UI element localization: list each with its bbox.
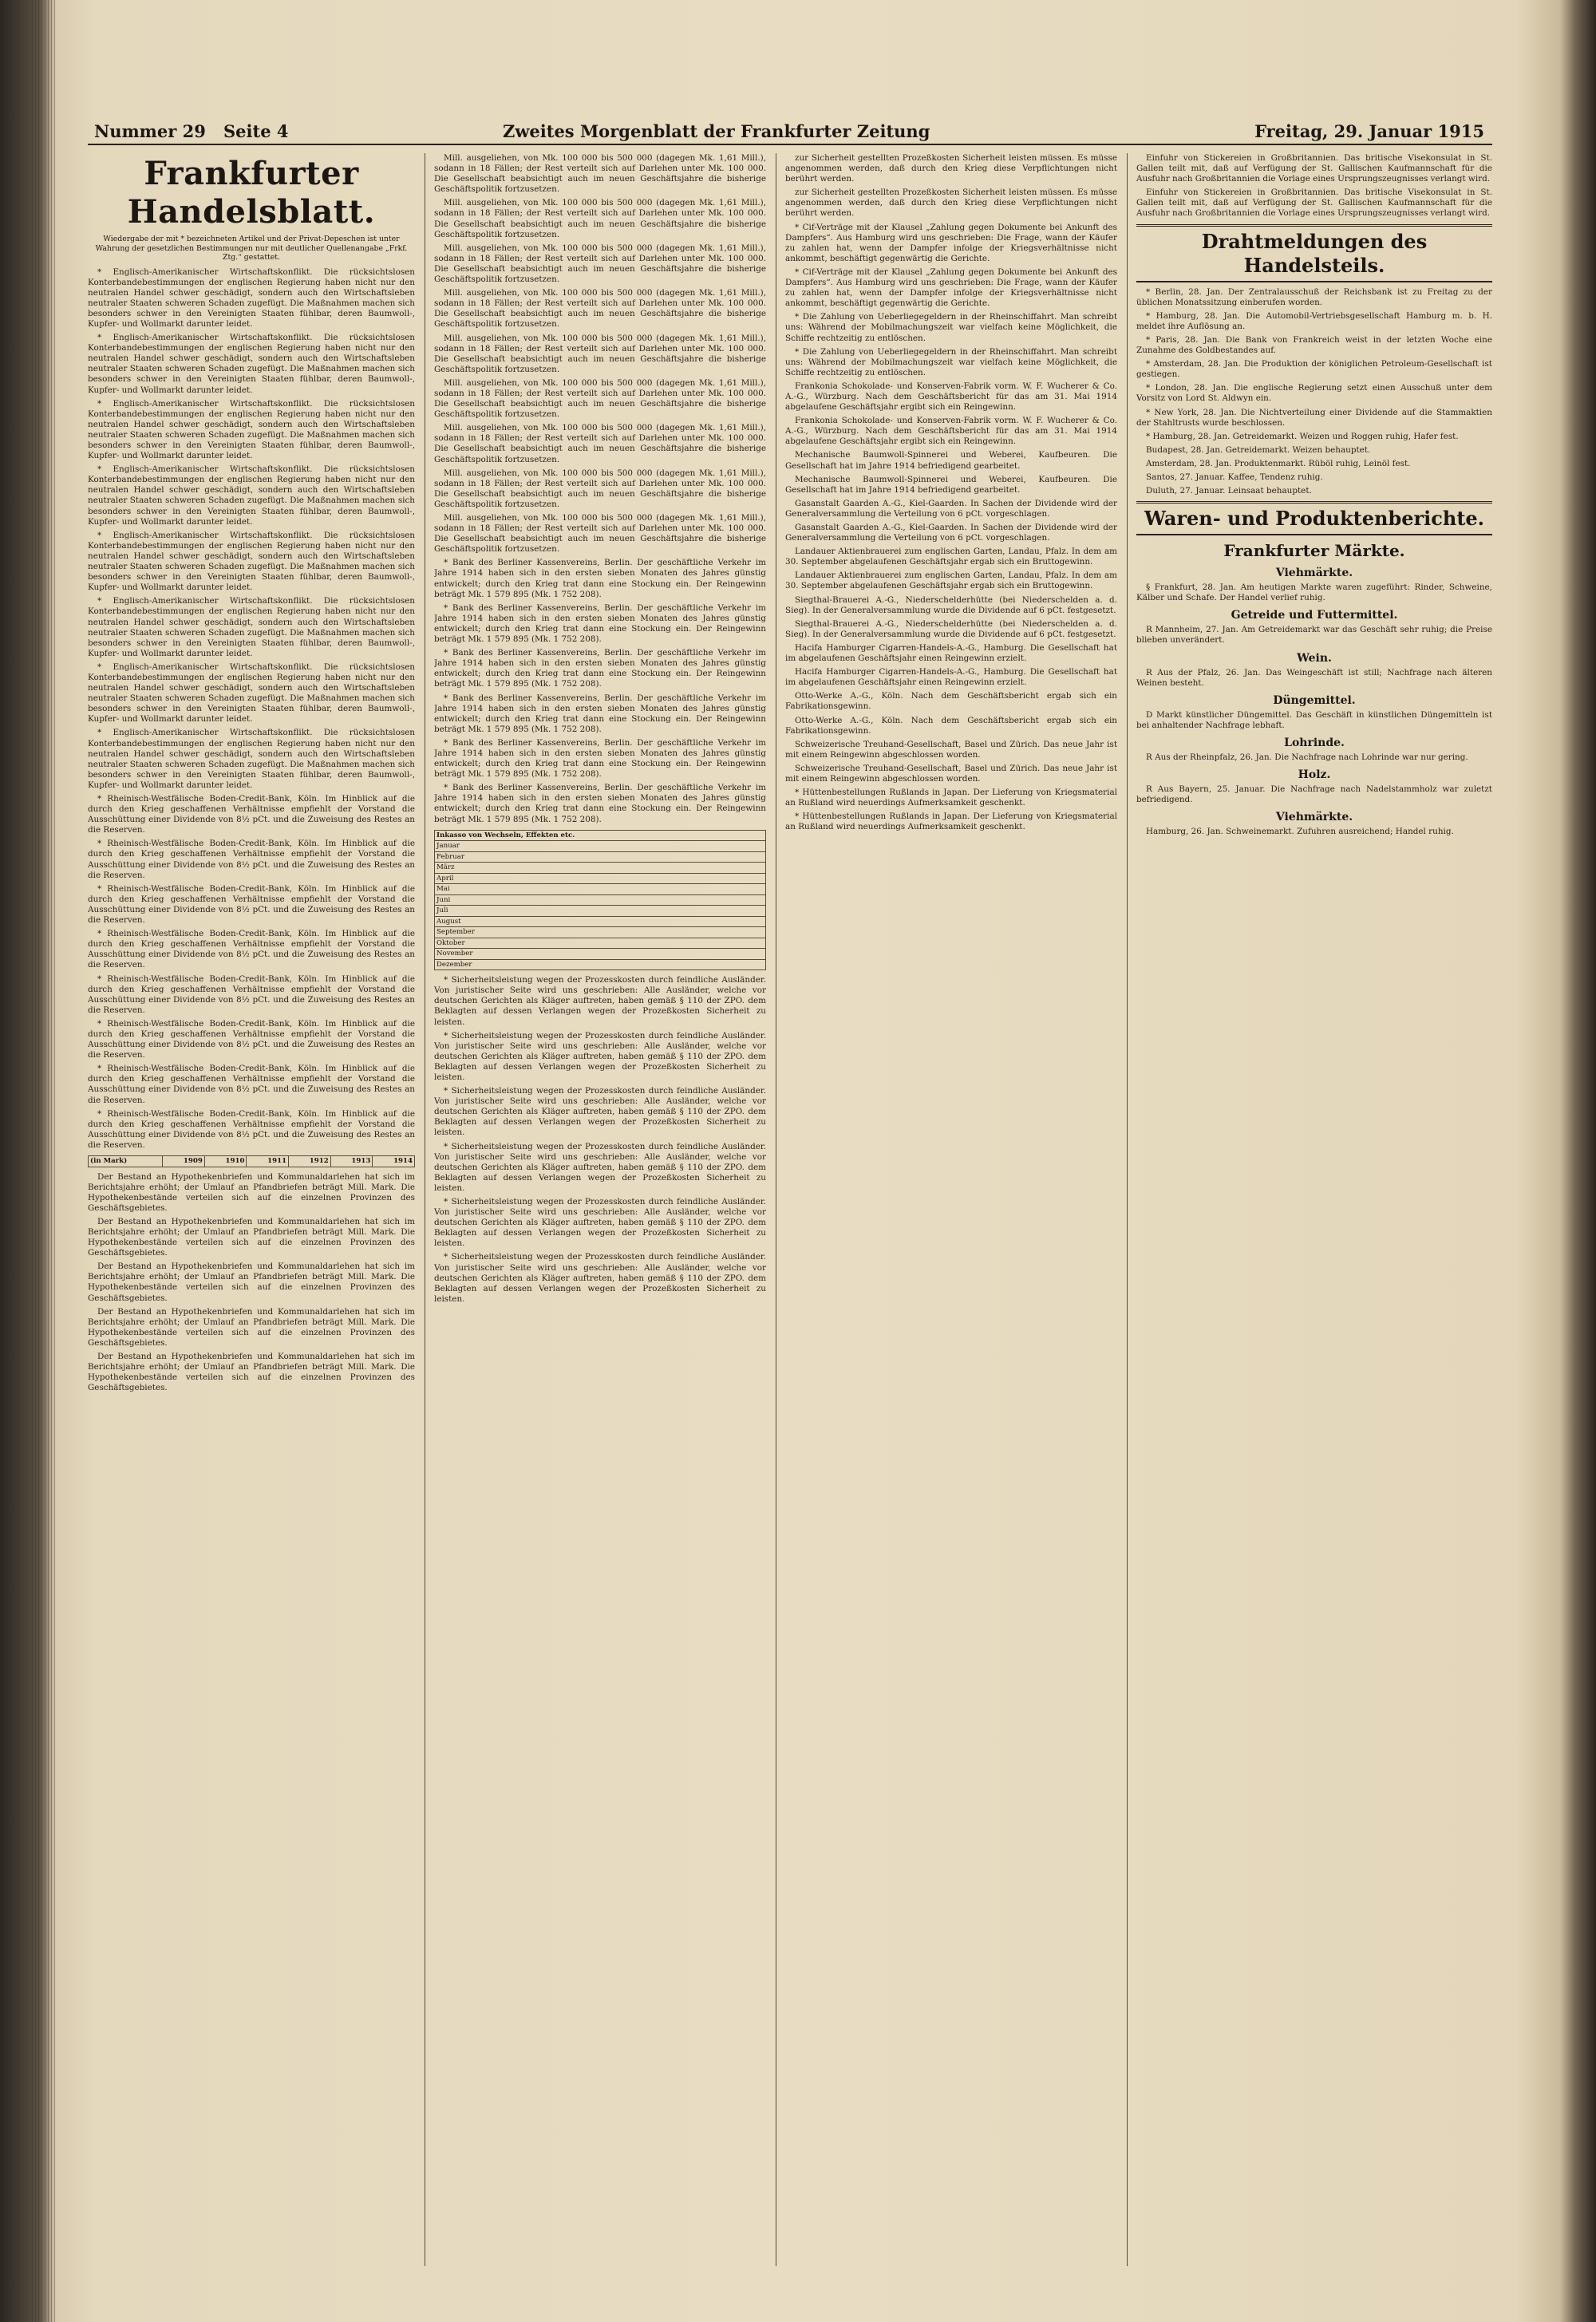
article: Mill. ausgeliehen, von Mk. 100 000 bis 500 000 (dagegen Mk. 1,61 Mill.), sodann in 18 Fällen; der Rest verteilt sich auf Darlehen unter Mk. 100 000. Die Gesellschaft beabsichtigt auch im neuen Geschäftsjahre die bisherige Geschäftspolitik fortzusetzen. <box>434 333 766 374</box>
article: Einfuhr von Stickereien in Großbritannien. Das britische Visekonsulat in St. Gallen teilt mit, daß auf Verfügung der St. Gallischen Kaufmannschaft für die Ausfuhr nach Großbritannien die Vorlage eines Ursprungszeugnisses verlangt wird. <box>1136 188 1492 219</box>
column-3 <box>785 153 1117 2266</box>
article: * Die Zahlung von Ueberliegegeldern in der Rheinschiffahrt. Man schreibt uns: Während der Mobilmachungszeit war vielfach keine Möglichkeit, die Schiffe rechtzeitig zu entlöschen. <box>785 346 1117 377</box>
dispatch: Duluth, 27. Januar. Leinsaat behauptet. <box>1146 486 1312 496</box>
dispatch: * Hamburg, 28. Jan. Getreidemarkt. Weizen und Roggen ruhig, Hafer fest. <box>1146 431 1459 441</box>
dispatch: * London, 28. Jan. Die englische Regierung setzt einen Ausschuß unter dem Vorsitz von Lord St. Aldwyn ein. <box>1136 383 1492 404</box>
article: Mill. ausgeliehen, von Mk. 100 000 bis 500 000 (dagegen Mk. 1,61 Mill.), sodann in 18 Fällen; der Rest verteilt sich auf Darlehen unter Mk. 100 000. Die Gesellschaft beabsichtigt auch im neuen Geschäftsjahre die bisherige Geschäftspolitik fortzusetzen. <box>434 468 766 509</box>
table-header: 1911 <box>247 1156 289 1167</box>
month-cell: Februar <box>435 851 766 863</box>
book-gutter <box>32 0 56 2322</box>
article: * Rheinisch-Westfälische Boden-Credit-Bank, Köln. Im Hinblick auf die durch den Krieg geschaffenen Verhältnisse empfiehlt der Vorstand die Ausschüttung einer Dividende von 8½ pCt. und die Zuweisung des Restes an die Reserven. <box>88 973 415 1015</box>
article: * Bank des Berliner Kassenvereins, Berlin. Der geschäftliche Verkehr im Jahre 1914 haben sich in den ersten sieben Monaten des Jahres günstig entwickelt; durch den Krieg trat dann eine Stockung ein. Der Reingewinn beträgt Mk. 1 579 895 (Mk. 1 752 208). <box>434 693 766 734</box>
section-subheading: Viehmärkte. <box>1275 811 1353 824</box>
article: Der Bestand an Hypothekenbriefen und Kommunaldarlehen hat sich im Berichtsjahre erhöht; der Umlauf an Pfandbriefen beträgt Mill. Mark. Die Hypothekenbestände verteilen sich auf die einzelnen Provinzen des Geschäftsgebietes. <box>88 1352 415 1393</box>
article: * Rheinisch-Westfälische Boden-Credit-Bank, Köln. Im Hinblick auf die durch den Krieg geschaffenen Verhältnisse empfiehlt der Vorstand die Ausschüttung einer Dividende von 8½ pCt. und die Zuweisung des Restes an die Reserven. <box>88 1108 415 1150</box>
dispatch: * Hamburg, 28. Jan. Die Automobil-Vertriebsgesellschaft Hamburg m. b. H. meldet ihre Auflösung an. <box>1136 310 1492 331</box>
issue-date: Freitag, 29. Januar 1915 <box>1254 121 1484 141</box>
month-cell: August <box>435 916 766 927</box>
article: Hacifa Hamburger Cigarren-Handels-A.-G., Hamburg. Die Gesellschaft hat im abgelaufenen Geschäftsjahr einen Reingewinn erzielt. <box>785 642 1117 664</box>
section-heading: Waren- und Produktenberichte. <box>1136 501 1492 535</box>
dispatch: Budapest, 28. Jan. Getreidemarkt. Weizen behauptet. <box>1146 444 1371 455</box>
dispatch: * Berlin, 28. Jan. Der Zentralausschuß der Reichsbank ist zu Freitag zu der üblichen Monatssitzung einberufen worden. <box>1136 286 1492 307</box>
table-row <box>435 959 766 970</box>
dispatch: Santos, 27. Januar. Kaffee, Tendenz ruhig. <box>1146 472 1323 482</box>
section-subheading: Wein. <box>1297 651 1332 665</box>
month-cell: Mai <box>435 884 766 895</box>
table-row <box>435 949 766 960</box>
article: * Rheinisch-Westfälische Boden-Credit-Bank, Köln. Im Hinblick auf die durch den Krieg geschaffenen Verhältnisse empfiehlt der Vorstand die Ausschüttung einer Dividende von 8½ pCt. und die Zuweisung des Restes an die Reserven. <box>88 794 415 835</box>
article: Frankonia Schokolade- und Konserven-Fabrik vorm. W. F. Wucherer & Co. A.-G., Würzburg. Nach dem Geschäftsbericht für das am 31. Mai 1914 abgelaufene Geschäftsjahr ergibt sich ein Reingewinn. <box>785 416 1117 447</box>
section-subheading: Viehmärkte. <box>1275 567 1353 580</box>
table-row <box>435 894 766 906</box>
section-subheading: Holz. <box>1298 768 1331 781</box>
article: * Bank des Berliner Kassenvereins, Berlin. Der geschäftliche Verkehr im Jahre 1914 haben sich in den ersten sieben Monaten des Jahres günstig entwickelt; durch den Krieg trat dann eine Stockung ein. Der Reingewinn beträgt Mk. 1 579 895 (Mk. 1 752 208). <box>434 602 766 645</box>
column-4 <box>1136 153 1492 2266</box>
article: * Sicherheitsleistung wegen der Prozesskosten durch feindliche Ausländer. Von juristischer Seite wird uns geschrieben: Alle Ausländer, welche vor deutschen Gerichten als Kläger auftreten, haben gemäß § 110 der ZPO. dem Beklagten auf dessen Verlangen wegen der Prozeßkosten Sicherheit zu leisten. <box>434 1030 766 1082</box>
article: * Die Zahlung von Ueberliegegeldern in der Rheinschiffahrt. Man schreibt uns: Während der Mobilmachungszeit war vielfach keine Möglichkeit, die Schiffe rechtzeitig zu entlöschen. <box>785 312 1117 343</box>
article: * Rheinisch-Westfälische Boden-Credit-Bank, Köln. Im Hinblick auf die durch den Krieg geschaffenen Verhältnisse empfiehlt der Vorstand die Ausschüttung einer Dividende von 8½ pCt. und die Zuweisung des Restes an die Reserven. <box>88 1018 415 1060</box>
column-2 <box>434 153 766 2266</box>
article: Schweizerische Treuhand-Gesellschaft, Basel und Zürich. Das neue Jahr ist mit einem Reingewinn abgeschlossen worden. <box>785 739 1117 760</box>
reprint-notice: Wiedergabe der mit * bezeichneten Artikel und der Privat-Depeschen ist unter Wahrung der gesetzlichen Bestimmungen nur mit deutlicher Quellenangabe „Frkf. Ztg.“ gestattet. <box>95 235 408 262</box>
article: * Sicherheitsleistung wegen der Prozesskosten durch feindliche Ausländer. Von juristischer Seite wird uns geschrieben: Alle Ausländer, welche vor deutschen Gerichten als Kläger auftreten, haben gemäß § 110 der ZPO. dem Beklagten auf dessen Verlangen wegen der Prozeßkosten Sicherheit zu leisten. <box>434 1252 766 1304</box>
issue-number: Nummer 29 <box>94 121 206 141</box>
column-rule <box>1127 153 1128 2266</box>
article: Der Bestand an Hypothekenbriefen und Kommunaldarlehen hat sich im Berichtsjahre erhöht; der Umlauf an Pfandbriefen beträgt Mill. Mark. Die Hypothekenbestände verteilen sich auf die einzelnen Provinzen des Geschäftsgebietes. <box>88 1171 415 1213</box>
article: * Rheinisch-Westfälische Boden-Credit-Bank, Köln. Im Hinblick auf die durch den Krieg geschaffenen Verhältnisse empfiehlt der Vorstand die Ausschüttung einer Dividende von 8½ pCt. und die Zuweisung des Restes an die Reserven. <box>88 883 415 926</box>
section-subheading: Düngemittel. <box>1273 693 1356 707</box>
table-row <box>435 906 766 917</box>
table-header-row <box>89 1156 415 1167</box>
report: Hamburg, 26. Jan. Schweinemarkt. Zufuhren ausreichend; Handel ruhig. <box>1146 827 1454 837</box>
table-row <box>435 916 766 927</box>
article: * Englisch-Amerikanischer Wirtschaftskonflikt. Die rücksichtslosen Konterbandebestimmungen der englischen Regierung haben nicht nur den neutralen Handel schwer geschädigt, sondern auch den Wirtschaftsleben neutraler Staaten schweren Schaden zugefügt. Die Maßnahmen machen sich besonders schwer in den Vereinigten Staaten fühlbar, deren Baumwoll-, Kupfer- und Wollmarkt darunter leidet. <box>88 728 415 790</box>
article: Der Bestand an Hypothekenbriefen und Kommunaldarlehen hat sich im Berichtsjahre erhöht; der Umlauf an Pfandbriefen beträgt Mill. Mark. Die Hypothekenbestände verteilen sich auf die einzelnen Provinzen des Geschäftsgebietes. <box>88 1216 415 1258</box>
month-cell: März <box>435 863 766 874</box>
article: * Englisch-Amerikanischer Wirtschaftskonflikt. Die rücksichtslosen Konterbandebestimmungen der englischen Regierung haben nicht nur den neutralen Handel schwer geschädigt, sondern auch den Wirtschaftsleben neutraler Staaten schweren Schaden zugefügt. Die Maßnahmen machen sich besonders schwer in den Vereinigten Staaten fühlbar, deren Baumwoll-, Kupfer- und Wollmarkt darunter leidet. <box>88 530 415 593</box>
article: Mill. ausgeliehen, von Mk. 100 000 bis 500 000 (dagegen Mk. 1,61 Mill.), sodann in 18 Fällen; der Rest verteilt sich auf Darlehen unter Mk. 100 000. Die Gesellschaft beabsichtigt auch im neuen Geschäftsjahre die bisherige Geschäftspolitik fortzusetzen. <box>434 513 766 555</box>
page-number: Seite 4 <box>223 121 289 141</box>
article: Mill. ausgeliehen, von Mk. 100 000 bis 500 000 (dagegen Mk. 1,61 Mill.), sodann in 18 Fällen; der Rest verteilt sich auf Darlehen unter Mk. 100 000. Die Gesellschaft beabsichtigt auch im neuen Geschäftsjahre die bisherige Geschäftspolitik fortzusetzen. <box>434 377 766 420</box>
table-header: (in Mark) <box>89 1156 163 1167</box>
article: * Bank des Berliner Kassenvereins, Berlin. Der geschäftliche Verkehr im Jahre 1914 haben sich in den ersten sieben Monaten des Jahres günstig entwickelt; durch den Krieg trat dann eine Stockung ein. Der Reingewinn beträgt Mk. 1 579 895 (Mk. 1 752 208). <box>434 783 766 824</box>
table-row <box>435 927 766 938</box>
section-subheading: Frankfurter Märkte. <box>1223 541 1405 561</box>
table-header: 1913 <box>330 1156 373 1167</box>
table-row <box>435 863 766 874</box>
article: * Cif-Verträge mit der Klausel „Zahlung gegen Dokumente bei Ankunft des Dampfers“. Aus Hamburg wird uns geschrieben: Die Frage, wann der Käufer zu zahlen hat, wenn der Dampfer infolge der Kriegsverhältnisse nicht ankommt, beschäftigt gegenwärtig die Gerichte. <box>785 267 1117 309</box>
table-header-row <box>435 830 766 841</box>
article: zur Sicherheit gestellten Prozeßkosten Sicherheit leisten müssen. Es müsse angenommen werden, daß durch den Krieg diese Verpflichtungen nicht berührt werden. <box>785 188 1117 219</box>
table-row <box>435 884 766 895</box>
article: Der Bestand an Hypothekenbriefen und Kommunaldarlehen hat sich im Berichtsjahre erhöht; der Umlauf an Pfandbriefen beträgt Mill. Mark. Die Hypothekenbestände verteilen sich auf die einzelnen Provinzen des Geschäftsgebietes. <box>88 1262 415 1303</box>
month-cell: Oktober <box>435 938 766 949</box>
article: Gasanstalt Gaarden A.-G., Kiel-Gaarden. In Sachen der Dividende wird der Generalversammlung die Verteilung von 6 pCt. vorgeschlagen. <box>785 498 1117 519</box>
article: * Bank des Berliner Kassenvereins, Berlin. Der geschäftliche Verkehr im Jahre 1914 haben sich in den ersten sieben Monaten des Jahres günstig entwickelt; durch den Krieg trat dann eine Stockung ein. Der Reingewinn beträgt Mk. 1 579 895 (Mk. 1 752 208). <box>434 648 766 689</box>
article: * Englisch-Amerikanischer Wirtschaftskonflikt. Die rücksichtslosen Konterbandebestimmungen der englischen Regierung haben nicht nur den neutralen Handel schwer geschädigt, sondern auch den Wirtschaftsleben neutraler Staaten schweren Schaden zugefügt. Die Maßnahmen machen sich besonders schwer in den Vereinigten Staaten fühlbar, deren Baumwoll-, Kupfer- und Wollmarkt darunter leidet. <box>88 398 415 461</box>
article: Hacifa Hamburger Cigarren-Handels-A.-G., Hamburg. Die Gesellschaft hat im abgelaufenen Geschäftsjahr einen Reingewinn erzielt. <box>785 667 1117 688</box>
section-subheading: Getreide und Futtermittel. <box>1231 609 1398 622</box>
table-header: 1909 <box>163 1156 205 1167</box>
article: Der Bestand an Hypothekenbriefen und Kommunaldarlehen hat sich im Berichtsjahre erhöht; der Umlauf an Pfandbriefen beträgt Mill. Mark. Die Hypothekenbestände verteilen sich auf die einzelnen Provinzen des Geschäftsgebietes. <box>88 1306 415 1348</box>
article: * Englisch-Amerikanischer Wirtschaftskonflikt. Die rücksichtslosen Konterbandebestimmungen der englischen Regierung haben nicht nur den neutralen Handel schwer geschädigt, sondern auch den Wirtschaftsleben neutraler Staaten schweren Schaden zugefügt. Die Maßnahmen machen sich besonders schwer in den Vereinigten Staaten fühlbar, deren Baumwoll-, Kupfer- und Wollmarkt darunter leidet. <box>88 333 415 395</box>
masthead: Frankfurter Handelsblatt. <box>127 155 376 231</box>
month-cell: Juli <box>435 906 766 917</box>
report: R Mannheim, 27. Jan. Am Getreidemarkt war das Geschäft sehr ruhig; die Preise blieben unverändert. <box>1136 625 1492 646</box>
article: Einfuhr von Stickereien in Großbritannien. Das britische Visekonsulat in St. Gallen teilt mit, daß auf Verfügung der St. Gallischen Kaufmannschaft für die Ausfuhr nach Großbritannien die Vorlage eines Ursprungszeugnisses verlangt wird. <box>1136 153 1492 184</box>
article: * Englisch-Amerikanischer Wirtschaftskonflikt. Die rücksichtslosen Konterbandebestimmungen der englischen Regierung haben nicht nur den neutralen Handel schwer geschädigt, sondern auch den Wirtschaftsleben neutraler Staaten schweren Schaden zugefügt. Die Maßnahmen machen sich besonders schwer in den Vereinigten Staaten fühlbar, deren Baumwoll-, Kupfer- und Wollmarkt darunter leidet. <box>88 267 415 329</box>
table-row <box>435 841 766 852</box>
article: Otto-Werke A.-G., Köln. Nach dem Geschäftsbericht ergab sich ein Fabrikationsgewinn. <box>785 691 1117 712</box>
article: * Cif-Verträge mit der Klausel „Zahlung gegen Dokumente bei Ankunft des Dampfers“. Aus Hamburg wird uns geschrieben: Die Frage, wann der Käufer zu zahlen hat, wenn der Dampfer infolge der Kriegsverhältnisse nicht ankommt, beschäftigt gegenwärtig die Gerichte. <box>785 222 1117 263</box>
dispatch: * Paris, 28. Jan. Die Bank von Frankreich weist in der letzten Woche eine Zunahme des Goldbestandes auf. <box>1136 334 1492 356</box>
article: Schweizerische Treuhand-Gesellschaft, Basel und Zürich. Das neue Jahr ist mit einem Reingewinn abgeschlossen worden. <box>785 763 1117 784</box>
article: Otto-Werke A.-G., Köln. Nach dem Geschäftsbericht ergab sich ein Fabrikationsgewinn. <box>785 715 1117 736</box>
dispatch: Amsterdam, 28. Jan. Produktenmarkt. Rüböl ruhig, Leinöl fest. <box>1146 458 1411 468</box>
article: Mill. ausgeliehen, von Mk. 100 000 bis 500 000 (dagegen Mk. 1,61 Mill.), sodann in 18 Fällen; der Rest verteilt sich auf Darlehen unter Mk. 100 000. Die Gesellschaft beabsichtigt auch im neuen Geschäftsjahre die bisherige Geschäftspolitik fortzusetzen. <box>434 423 766 464</box>
article: * Englisch-Amerikanischer Wirtschaftskonflikt. Die rücksichtslosen Konterbandebestimmungen der englischen Regierung haben nicht nur den neutralen Handel schwer geschädigt, sondern auch den Wirtschaftsleben neutraler Staaten schweren Schaden zugefügt. Die Maßnahmen machen sich besonders schwer in den Vereinigten Staaten fühlbar, deren Baumwoll-, Kupfer- und Wollmarkt darunter leidet. <box>88 596 415 658</box>
report: D Markt künstlicher Düngemittel. Das Geschäft in künstlichen Düngemitteln ist bei anhaltender Nachfrage lebhaft. <box>1136 709 1492 730</box>
article: * Hüttenbestellungen Rußlands in Japan. Der Lieferung von Kriegsmaterial an Rußland wird neuerdings Aufmerksamkeit geschenkt. <box>785 788 1117 808</box>
newspaper-page <box>88 120 1492 2266</box>
edition-title: Zweites Morgenblatt der Frankfurter Zeitung <box>503 121 930 141</box>
article: * Bank des Berliner Kassenvereins, Berlin. Der geschäftliche Verkehr im Jahre 1914 haben sich in den ersten sieben Monaten des Jahres günstig entwickelt; durch den Krieg trat dann eine Stockung ein. Der Reingewinn beträgt Mk. 1 579 895 (Mk. 1 752 208). <box>434 737 766 780</box>
article: * Englisch-Amerikanischer Wirtschaftskonflikt. Die rücksichtslosen Konterbandebestimmungen der englischen Regierung haben nicht nur den neutralen Handel schwer geschädigt, sondern auch den Wirtschaftsleben neutraler Staaten schweren Schaden zugefügt. Die Maßnahmen machen sich besonders schwer in den Vereinigten Staaten fühlbar, deren Baumwoll-, Kupfer- und Wollmarkt darunter leidet. <box>88 661 415 725</box>
month-cell: September <box>435 927 766 938</box>
article: * Sicherheitsleistung wegen der Prozesskosten durch feindliche Ausländer. Von juristischer Seite wird uns geschrieben: Alle Ausländer, welche vor deutschen Gerichten als Kläger auftreten, haben gemäß § 110 der ZPO. dem Beklagten auf dessen Verlangen wegen der Prozeßkosten Sicherheit zu leisten. <box>434 975 766 1027</box>
article: * Rheinisch-Westfälische Boden-Credit-Bank, Köln. Im Hinblick auf die durch den Krieg geschaffenen Verhältnisse empfiehlt der Vorstand die Ausschüttung einer Dividende von 8½ pCt. und die Zuweisung des Restes an die Reserven. <box>88 1064 415 1105</box>
article: Landauer Aktienbrauerei zum englischen Garten, Landau, Pfalz. In dem am 30. September abgelaufenen Geschäftsjahr ergab sich ein Bruttogewinn. <box>785 571 1117 591</box>
report: R Aus der Rheinpfalz, 26. Jan. Die Nachfrage nach Lohrinde war nur gering. <box>1146 752 1468 762</box>
article: Frankonia Schokolade- und Konserven-Fabrik vorm. W. F. Wucherer & Co. A.-G., Würzburg. Nach dem Geschäftsbericht für das am 31. Mai 1914 abgelaufene Geschäftsjahr ergibt sich ein Reingewinn. <box>785 381 1117 413</box>
table-row <box>435 938 766 949</box>
month-cell: Dezember <box>435 959 766 970</box>
section-heading: Drahtmeldungen des Handelsteils. <box>1136 224 1492 282</box>
article: * Englisch-Amerikanischer Wirtschaftskonflikt. Die rücksichtslosen Konterbandebestimmungen der englischen Regierung haben nicht nur den neutralen Handel schwer geschädigt, sondern auch den Wirtschaftsleben neutraler Staaten schweren Schaden zugefügt. Die Maßnahmen machen sich besonders schwer in den Vereinigten Staaten fühlbar, deren Baumwoll-, Kupfer- und Wollmarkt darunter leidet. <box>88 464 415 527</box>
dispatch: * Amsterdam, 28. Jan. Die Produktion der königlichen Petroleum-Gesellschaft ist gestiegen. <box>1136 359 1492 380</box>
article: Siegthal-Brauerei A.-G., Niederschelderhütte (bei Niederschelden a. d. Sieg). In der Generalversammlung wurde die Dividende auf 6 pCt. festgesetzt. <box>785 618 1117 639</box>
article: Mill. ausgeliehen, von Mk. 100 000 bis 500 000 (dagegen Mk. 1,61 Mill.), sodann in 18 Fällen; der Rest verteilt sich auf Darlehen unter Mk. 100 000. Die Gesellschaft beabsichtigt auch im neuen Geschäftsjahre die bisherige Geschäftspolitik fortzusetzen. <box>434 288 766 330</box>
article: * Sicherheitsleistung wegen der Prozesskosten durch feindliche Ausländer. Von juristischer Seite wird uns geschrieben: Alle Ausländer, welche vor deutschen Gerichten als Kläger auftreten, haben gemäß § 110 der ZPO. dem Beklagten auf dessen Verlangen wegen der Prozeßkosten Sicherheit zu leisten. <box>434 1086 766 1138</box>
report: R Aus Bayern, 25. Januar. Die Nachfrage nach Nadelstammholz war zuletzt befriedigend. <box>1136 784 1492 805</box>
article: * Sicherheitsleistung wegen der Prozesskosten durch feindliche Ausländer. Von juristischer Seite wird uns geschrieben: Alle Ausländer, welche vor deutschen Gerichten als Kläger auftreten, haben gemäß § 110 der ZPO. dem Beklagten auf dessen Verlangen wegen der Prozeßkosten Sicherheit zu leisten. <box>434 1197 766 1249</box>
table-row <box>435 851 766 863</box>
report: § Frankfurt, 28. Jan. Am heutigen Markte waren zugeführt: Rinder, Schweine, Kälber und Schafe. Der Handel verlief ruhig. <box>1136 582 1492 603</box>
month-cell: April <box>435 873 766 884</box>
article: * Rheinisch-Westfälische Boden-Credit-Bank, Köln. Im Hinblick auf die durch den Krieg geschaffenen Verhältnisse empfiehlt der Vorstand die Ausschüttung einer Dividende von 8½ pCt. und die Zuweisung des Restes an die Reserven. <box>88 929 415 970</box>
month-cell: November <box>435 949 766 960</box>
report: R Aus der Pfalz, 26. Jan. Das Weingeschäft ist still; Nachfrage nach älteren Weinen besteht. <box>1136 667 1492 688</box>
article: * Hüttenbestellungen Rußlands in Japan. Der Lieferung von Kriegsmaterial an Rußland wird neuerdings Aufmerksamkeit geschenkt. <box>785 812 1117 832</box>
article: * Rheinisch-Westfälische Boden-Credit-Bank, Köln. Im Hinblick auf die durch den Krieg geschaffenen Verhältnisse empfiehlt der Vorstand die Ausschüttung einer Dividende von 8½ pCt. und die Zuweisung des Restes an die Reserven. <box>88 839 415 880</box>
article: Landauer Aktienbrauerei zum englischen Garten, Landau, Pfalz. In dem am 30. September abgelaufenen Geschäftsjahr ergab sich ein Bruttogewinn. <box>785 547 1117 567</box>
inkasso-table <box>434 830 766 971</box>
article: Mill. ausgeliehen, von Mk. 100 000 bis 500 000 (dagegen Mk. 1,61 Mill.), sodann in 18 Fällen; der Rest verteilt sich auf Darlehen unter Mk. 100 000. Die Gesellschaft beabsichtigt auch im neuen Geschäftsjahre die bisherige Geschäftspolitik fortzusetzen. <box>434 198 766 239</box>
article: Mill. ausgeliehen, von Mk. 100 000 bis 500 000 (dagegen Mk. 1,61 Mill.), sodann in 18 Fällen; der Rest verteilt sich auf Darlehen unter Mk. 100 000. Die Gesellschaft beabsichtigt auch im neuen Geschäftsjahre die bisherige Geschäftspolitik fortzusetzen. <box>434 243 766 285</box>
table-header: 1910 <box>204 1156 247 1167</box>
section-subheading: Lohrinde. <box>1284 736 1345 749</box>
statistics-table <box>88 1155 415 1167</box>
table-header: Inkasso von Wechseln, Effekten etc. <box>435 830 766 841</box>
column-handelsblatt <box>88 153 415 2266</box>
article: Mill. ausgeliehen, von Mk. 100 000 bis 500 000 (dagegen Mk. 1,61 Mill.), sodann in 18 Fällen; der Rest verteilt sich auf Darlehen unter Mk. 100 000. Die Gesellschaft beabsichtigt auch im neuen Geschäftsjahre die bisherige Geschäftspolitik fortzusetzen. <box>434 153 766 195</box>
table-header: 1912 <box>289 1156 331 1167</box>
month-cell: Januar <box>435 841 766 852</box>
article: Siegthal-Brauerei A.-G., Niederschelderhütte (bei Niederschelden a. d. Sieg). In der Generalversammlung wurde die Dividende auf 6 pCt. festgesetzt. <box>785 594 1117 615</box>
page-header <box>88 120 1492 145</box>
table-row <box>435 873 766 884</box>
dispatch: * New York, 28. Jan. Die Nichtverteilung einer Dividende auf die Stammaktien der Stahltrusts wurde beschlossen. <box>1136 407 1492 428</box>
article: zur Sicherheit gestellten Prozeßkosten Sicherheit leisten müssen. Es müsse angenommen werden, daß durch den Krieg diese Verpflichtungen nicht berührt werden. <box>785 153 1117 184</box>
article: Mechanische Baumwoll-Spinnerei und Weberei, Kaufbeuren. Die Gesellschaft hat im Jahre 1914 befriedigend gearbeitet. <box>785 450 1117 471</box>
article: * Sicherheitsleistung wegen der Prozesskosten durch feindliche Ausländer. Von juristischer Seite wird uns geschrieben: Alle Ausländer, welche vor deutschen Gerichten als Kläger auftreten, haben gemäß § 110 der ZPO. dem Beklagten auf dessen Verlangen wegen der Prozeßkosten Sicherheit zu leisten. <box>434 1141 766 1193</box>
table-header: 1914 <box>373 1156 415 1167</box>
article: Mechanische Baumwoll-Spinnerei und Weberei, Kaufbeuren. Die Gesellschaft hat im Jahre 1914 befriedigend gearbeitet. <box>785 474 1117 495</box>
article: * Bank des Berliner Kassenvereins, Berlin. Der geschäftliche Verkehr im Jahre 1914 haben sich in den ersten sieben Monaten des Jahres günstig entwickelt; durch den Krieg trat dann eine Stockung ein. Der Reingewinn beträgt Mk. 1 579 895 (Mk. 1 752 208). <box>434 558 766 599</box>
article: Gasanstalt Gaarden A.-G., Kiel-Gaarden. In Sachen der Dividende wird der Generalversammlung die Verteilung von 6 pCt. vorgeschlagen. <box>785 523 1117 543</box>
month-cell: Juni <box>435 894 766 906</box>
